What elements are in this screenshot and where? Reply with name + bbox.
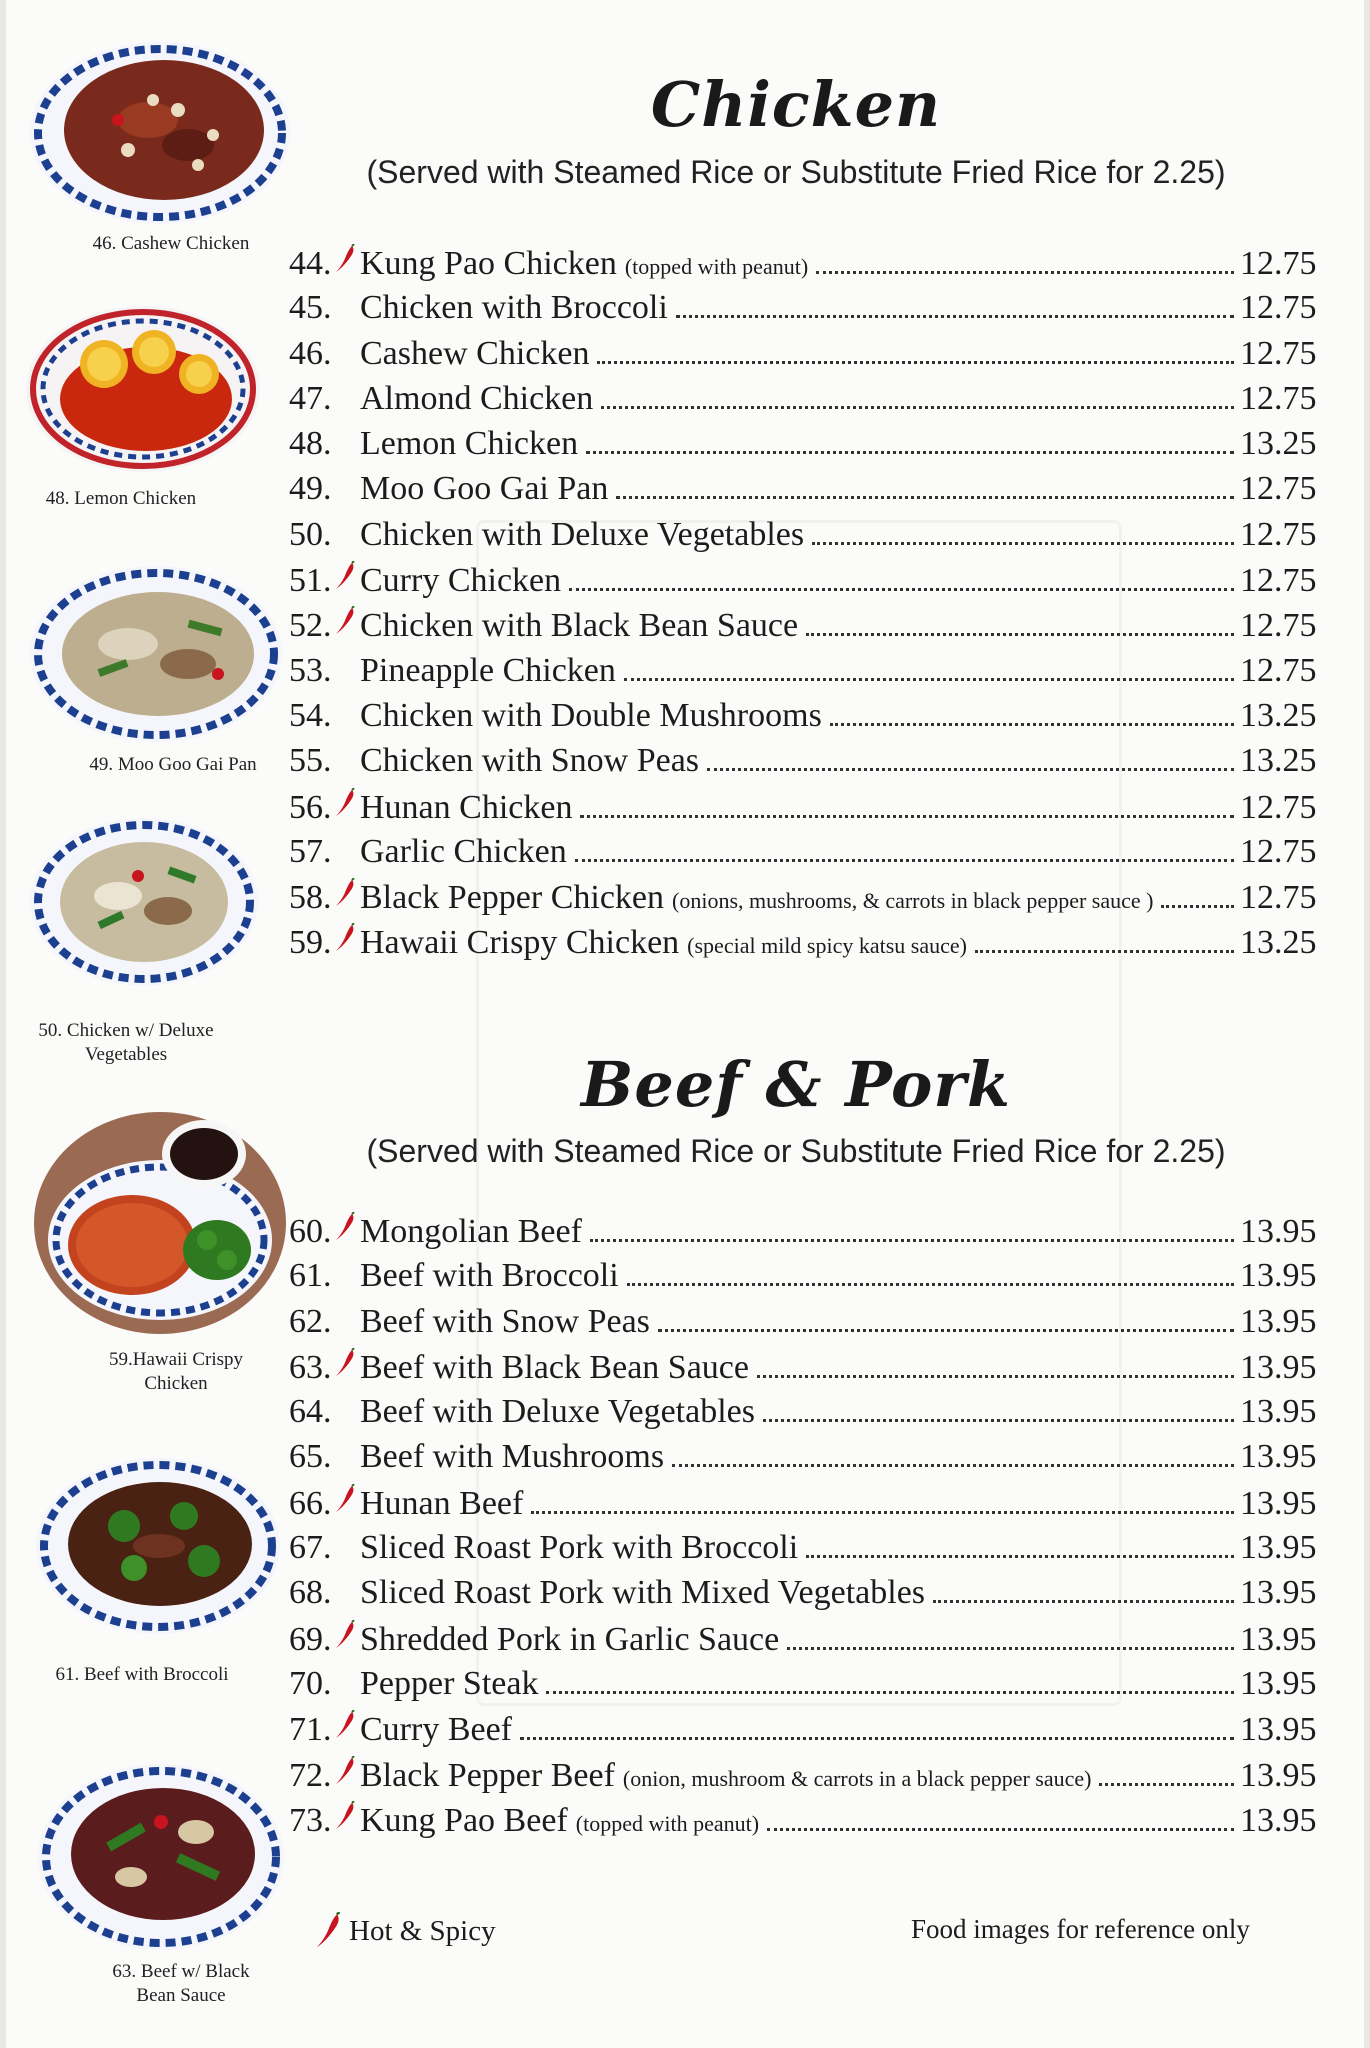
spicy-legend <box>311 1912 496 1950</box>
menu-item-note: (special mild spicy katsu sauce) <box>687 933 967 959</box>
menu-item <box>289 1302 1317 1348</box>
caption-line: Vegetables <box>84 1044 168 1065</box>
menu-item-name: Cashew Chicken <box>360 334 590 372</box>
menu-item-note: (onions, mushrooms, & carrots in black pepper sauce ) <box>672 888 1154 914</box>
menu-item-name: Shredded Pork in Garlic Sauce <box>360 1620 780 1658</box>
menu-item-number <box>289 1574 360 1612</box>
menu-item <box>289 923 1317 968</box>
menu-item-price: 13.95 <box>1240 1257 1317 1295</box>
menu-item <box>289 742 1317 787</box>
dot-leader <box>933 1600 1234 1603</box>
dot-leader <box>580 815 1234 818</box>
chili-pepper-icon <box>334 1348 356 1378</box>
dot-leader <box>531 1511 1234 1514</box>
menu-item-number <box>289 923 360 962</box>
menu-item-name: Beef with Broccoli <box>360 1257 619 1295</box>
cashew-chicken-photo <box>28 40 292 226</box>
menu-item <box>289 425 1317 470</box>
menu-item-price: 13.95 <box>1240 1574 1317 1612</box>
beef-with-broccoli-photo <box>34 1456 282 1636</box>
menu-item <box>289 1529 1317 1574</box>
menu-item <box>289 1257 1317 1302</box>
menu-item-number <box>289 1303 360 1341</box>
dot-leader <box>787 1647 1234 1650</box>
menu-item-number-text: 47. <box>289 379 332 417</box>
dot-leader <box>627 1283 1234 1286</box>
chili-pepper-icon <box>334 878 356 908</box>
menu-item-number <box>289 561 360 600</box>
menu-item-number-text: 59. <box>289 924 332 962</box>
menu-item-number <box>289 788 360 827</box>
cashew-chicken-caption: 46. Cashew Chicken <box>92 233 250 254</box>
menu-item-note: (onion, mushroom & carrots in a black pepper sauce) <box>622 1765 1092 1791</box>
menu-item <box>289 1393 1317 1438</box>
menu-item <box>289 561 1317 606</box>
menu-item <box>289 1756 1317 1801</box>
menu-item-name: Mongolian Beef <box>360 1213 582 1250</box>
menu-item-number-text: 64. <box>289 1393 332 1431</box>
menu-item-number <box>289 380 360 418</box>
chili-pepper-icon <box>313 1912 343 1950</box>
menu-item-number <box>289 425 360 463</box>
menu-item-price: 13.95 <box>1240 1348 1317 1386</box>
menu-item-name: Almond Chicken <box>360 379 594 417</box>
chili-pepper-icon <box>334 1710 356 1740</box>
menu-item-number-text: 54. <box>289 696 332 734</box>
menu-item <box>289 379 1317 425</box>
dot-leader <box>757 1375 1234 1378</box>
menu-item-price: 12.75 <box>1240 289 1317 327</box>
menu-item-number <box>289 1257 360 1295</box>
menu-item-name: Black Pepper Beef <box>360 1756 615 1794</box>
menu-item-name: Curry Beef <box>360 1711 513 1749</box>
menu-item <box>289 289 1317 334</box>
menu-item-note: (topped with peanut) <box>624 254 809 279</box>
menu-item-price: 13.25 <box>1240 924 1317 962</box>
menu-item <box>289 1801 1317 1846</box>
menu-item-number <box>289 1665 360 1703</box>
chili-pepper-icon <box>334 788 356 818</box>
menu-item-price: 12.75 <box>1240 470 1317 508</box>
menu-item-price: 13.95 <box>1240 1302 1317 1340</box>
menu-item-name: Kung Pao Beef <box>360 1801 568 1839</box>
dot-leader <box>1099 1783 1234 1786</box>
menu-item-price: 13.95 <box>1240 1529 1317 1567</box>
menu-item-name: Hawaii Crispy Chicken <box>360 924 680 962</box>
menu-item-price: 13.25 <box>1240 696 1317 734</box>
lemon-chicken-caption: 48. Lemon Chicken <box>45 488 197 509</box>
chili-pepper-icon <box>334 561 356 591</box>
menu-item-number <box>289 652 360 690</box>
menu-item <box>289 696 1317 742</box>
chili-pepper-icon <box>334 923 356 953</box>
dot-leader <box>707 768 1234 771</box>
menu-item-price: 13.95 <box>1240 1801 1317 1839</box>
menu-item-number-text: 69. <box>289 1620 332 1658</box>
menu-item-price: 12.75 <box>1240 832 1317 870</box>
menu-page <box>6 0 1364 2048</box>
menu-item-name: Kung Pao Chicken <box>360 245 617 282</box>
menu-item-number-text: 52. <box>289 607 332 645</box>
menu-item <box>289 1620 1317 1665</box>
menu-item-number-text: 62. <box>289 1302 332 1340</box>
chili-pepper-icon <box>334 1756 356 1786</box>
menu-item-number-text: 61. <box>289 1257 332 1295</box>
menu-item <box>289 606 1317 651</box>
menu-item-price: 13.25 <box>1240 742 1317 780</box>
caption-line: 63. Beef w/ Black <box>112 1961 250 1982</box>
menu-item <box>289 244 1317 289</box>
caption-line: 59.Hawaii Crispy <box>108 1349 244 1370</box>
menu-item-note: (topped with peanut) <box>575 1810 760 1836</box>
menu-item-name: Hunan Beef <box>360 1484 524 1522</box>
chili-pepper-icon <box>334 1620 356 1650</box>
dot-leader <box>975 950 1234 953</box>
menu-item-number-text: 44. <box>289 245 332 282</box>
menu-item <box>289 788 1317 833</box>
dot-leader <box>624 678 1234 681</box>
menu-item-number-text: 55. <box>289 742 332 780</box>
menu-item <box>289 334 1317 380</box>
dot-leader <box>816 271 1234 274</box>
menu-item-price: 12.75 <box>1240 788 1317 826</box>
beef-pork-menu-list <box>289 1212 1317 1846</box>
menu-item-price: 13.95 <box>1240 1756 1317 1794</box>
menu-item <box>289 515 1317 561</box>
caption-line: 50. Chicken w/ Deluxe <box>38 1020 214 1041</box>
lemon-chicken-photo <box>24 304 262 474</box>
beef-with-broccoli-caption: 61. Beef with Broccoli <box>55 1664 229 1685</box>
menu-item-number-text: 49. <box>289 470 332 508</box>
menu-item-number <box>289 1484 360 1523</box>
menu-item-number-text: 65. <box>289 1438 332 1476</box>
chicken-deluxe-vegetables-caption <box>36 1019 216 1067</box>
menu-item-price: 13.95 <box>1240 1393 1317 1431</box>
menu-item-price: 13.95 <box>1240 1620 1317 1658</box>
menu-item-name: Black Pepper Chicken <box>360 879 665 917</box>
menu-item-number-text: 50. <box>289 515 332 553</box>
dot-leader <box>830 723 1234 726</box>
chicken-menu-list <box>289 244 1317 969</box>
menu-item-number-text: 71. <box>289 1711 332 1749</box>
menu-item-number <box>289 244 360 283</box>
chili-pepper-icon <box>334 1212 356 1242</box>
image-disclaimer: Food images for reference only <box>911 1914 1250 1944</box>
chicken-deluxe-vegetables-photo <box>28 816 260 988</box>
menu-item-number-text: 46. <box>289 334 332 372</box>
menu-item-number <box>289 1438 360 1476</box>
hawaii-crispy-chicken-photo <box>32 1110 288 1336</box>
chili-pepper-icon <box>334 1801 356 1831</box>
dot-leader <box>597 361 1234 364</box>
menu-item-price: 12.75 <box>1240 562 1317 600</box>
menu-item-name: Sliced Roast Pork with Broccoli <box>360 1529 799 1567</box>
menu-item-name: Pineapple Chicken <box>360 651 616 689</box>
menu-item-number <box>289 697 360 735</box>
menu-item-name: Garlic Chicken <box>360 832 567 870</box>
dot-leader <box>672 1464 1234 1467</box>
menu-item-number-text: 63. <box>289 1348 332 1386</box>
menu-item <box>289 1574 1317 1619</box>
dot-leader <box>590 1239 1234 1242</box>
moo-goo-gai-pan-photo <box>28 564 284 744</box>
chili-pepper-icon <box>334 606 356 636</box>
dot-leader <box>546 1691 1234 1694</box>
menu-item <box>289 878 1317 923</box>
chicken-section-title: Chicken <box>650 68 942 141</box>
menu-item-name: Sliced Roast Pork with Mixed Vegetables <box>360 1574 926 1612</box>
menu-item-price: 13.25 <box>1240 425 1317 463</box>
spicy-legend-label: Hot & Spicy <box>349 1914 496 1947</box>
menu-item-number-text: 72. <box>289 1756 332 1794</box>
menu-item-name: Chicken with Snow Peas <box>360 742 700 780</box>
menu-item <box>289 470 1317 515</box>
menu-item-number <box>289 742 360 780</box>
menu-item <box>289 1484 1317 1529</box>
menu-item-price: 12.75 <box>1240 334 1317 372</box>
moo-goo-gai-pan-caption: 49. Moo Goo Gai Pan <box>89 754 257 775</box>
menu-item <box>289 1212 1317 1257</box>
menu-item-name: Pepper Steak <box>360 1664 539 1702</box>
menu-item-number <box>289 833 360 871</box>
dot-leader <box>569 588 1234 591</box>
menu-item-price: 13.95 <box>1240 1438 1317 1476</box>
menu-item-number-text: 48. <box>289 425 332 463</box>
dot-leader <box>520 1737 1234 1740</box>
menu-item-name: Chicken with Double Mushrooms <box>360 696 822 734</box>
menu-item-number <box>289 516 360 554</box>
menu-item-number <box>289 1756 360 1795</box>
menu-item-name: Beef with Mushrooms <box>360 1438 665 1476</box>
menu-item-number <box>289 335 360 373</box>
menu-item-price: 12.75 <box>1240 607 1317 645</box>
menu-item-name: Lemon Chicken <box>360 425 579 463</box>
menu-item-number-text: 51. <box>289 562 332 600</box>
menu-item <box>289 832 1317 878</box>
dot-leader <box>601 406 1234 409</box>
menu-item-name: Moo Goo Gai Pan <box>360 470 609 508</box>
menu-item-number-text: 73. <box>289 1801 332 1839</box>
menu-item <box>289 651 1317 697</box>
menu-item-number-text: 57. <box>289 832 332 870</box>
menu-item <box>289 1710 1317 1755</box>
menu-item-number <box>289 1529 360 1567</box>
dot-leader <box>1161 905 1234 908</box>
dot-leader <box>676 315 1234 318</box>
menu-item <box>289 1438 1317 1483</box>
menu-item <box>289 1348 1317 1393</box>
menu-item-number-text: 45. <box>289 289 332 327</box>
menu-item-number <box>289 1393 360 1431</box>
dot-leader <box>767 1828 1234 1831</box>
menu-item-name: Beef with Snow Peas <box>360 1302 650 1340</box>
menu-item-number-text: 53. <box>289 651 332 689</box>
menu-item-price: 12.75 <box>1240 879 1317 917</box>
beef-black-bean-sauce-photo <box>36 1762 286 1952</box>
menu-item-number <box>289 878 360 917</box>
menu-item-number-text: 67. <box>289 1529 332 1567</box>
menu-item-name: Curry Chicken <box>360 562 562 600</box>
menu-item-number-text: 68. <box>289 1574 332 1612</box>
dot-leader <box>812 542 1234 545</box>
dot-leader <box>616 496 1234 499</box>
menu-item-name: Chicken with Broccoli <box>360 289 668 327</box>
menu-item-number-text: 70. <box>289 1664 332 1702</box>
dot-leader <box>586 451 1234 454</box>
menu-item-number <box>289 1620 360 1659</box>
dot-leader <box>658 1329 1234 1332</box>
menu-item-price: 12.75 <box>1240 245 1317 282</box>
menu-item-price: 13.95 <box>1240 1213 1317 1250</box>
menu-item-price: 12.75 <box>1240 651 1317 689</box>
dot-leader <box>575 859 1234 862</box>
menu-item-number-text: 60. <box>289 1213 332 1250</box>
menu-item-number-text: 66. <box>289 1484 332 1522</box>
chili-pepper-icon <box>334 244 356 274</box>
menu-item-price: 12.75 <box>1240 515 1317 553</box>
menu-item-price: 13.95 <box>1240 1711 1317 1749</box>
menu-item-name: Beef with Black Bean Sauce <box>360 1348 749 1386</box>
menu-item-number <box>289 1348 360 1387</box>
menu-item-number-text: 58. <box>289 879 332 917</box>
menu-item-price: 12.75 <box>1240 379 1317 417</box>
menu-item-price: 13.95 <box>1240 1484 1317 1522</box>
chicken-section-subtitle: (Served with Steamed Rice or Substitute Fried Rice for 2.25) <box>366 154 1226 190</box>
menu-item-name: Hunan Chicken <box>360 788 573 826</box>
beef-pork-section-title: Beef & Pork <box>580 1048 1012 1121</box>
chili-pepper-icon <box>334 1484 356 1514</box>
menu-item <box>289 1664 1317 1710</box>
menu-item-number-text: 56. <box>289 788 332 826</box>
menu-item-price: 13.95 <box>1240 1664 1317 1702</box>
menu-item-number <box>289 470 360 508</box>
dot-leader <box>806 1555 1234 1558</box>
menu-item-name: Chicken with Black Bean Sauce <box>360 607 799 645</box>
beef-pork-section-subtitle: (Served with Steamed Rice or Substitute Fried Rice for 2.25) <box>366 1133 1226 1169</box>
menu-item-name: Beef with Deluxe Vegetables <box>360 1393 755 1431</box>
caption-line: Chicken <box>144 1373 208 1394</box>
menu-item-number <box>289 606 360 645</box>
menu-item-name: Chicken with Deluxe Vegetables <box>360 515 805 553</box>
caption-line: Bean Sauce <box>136 1985 226 2006</box>
hawaii-crispy-chicken-caption <box>76 1348 276 1396</box>
dot-leader <box>806 633 1234 636</box>
menu-item-number <box>289 1710 360 1749</box>
menu-item-number <box>289 289 360 327</box>
menu-item-number <box>289 1212 360 1251</box>
menu-item-number <box>289 1801 360 1840</box>
beef-black-bean-sauce-caption <box>86 1960 276 2008</box>
dot-leader <box>763 1419 1234 1422</box>
